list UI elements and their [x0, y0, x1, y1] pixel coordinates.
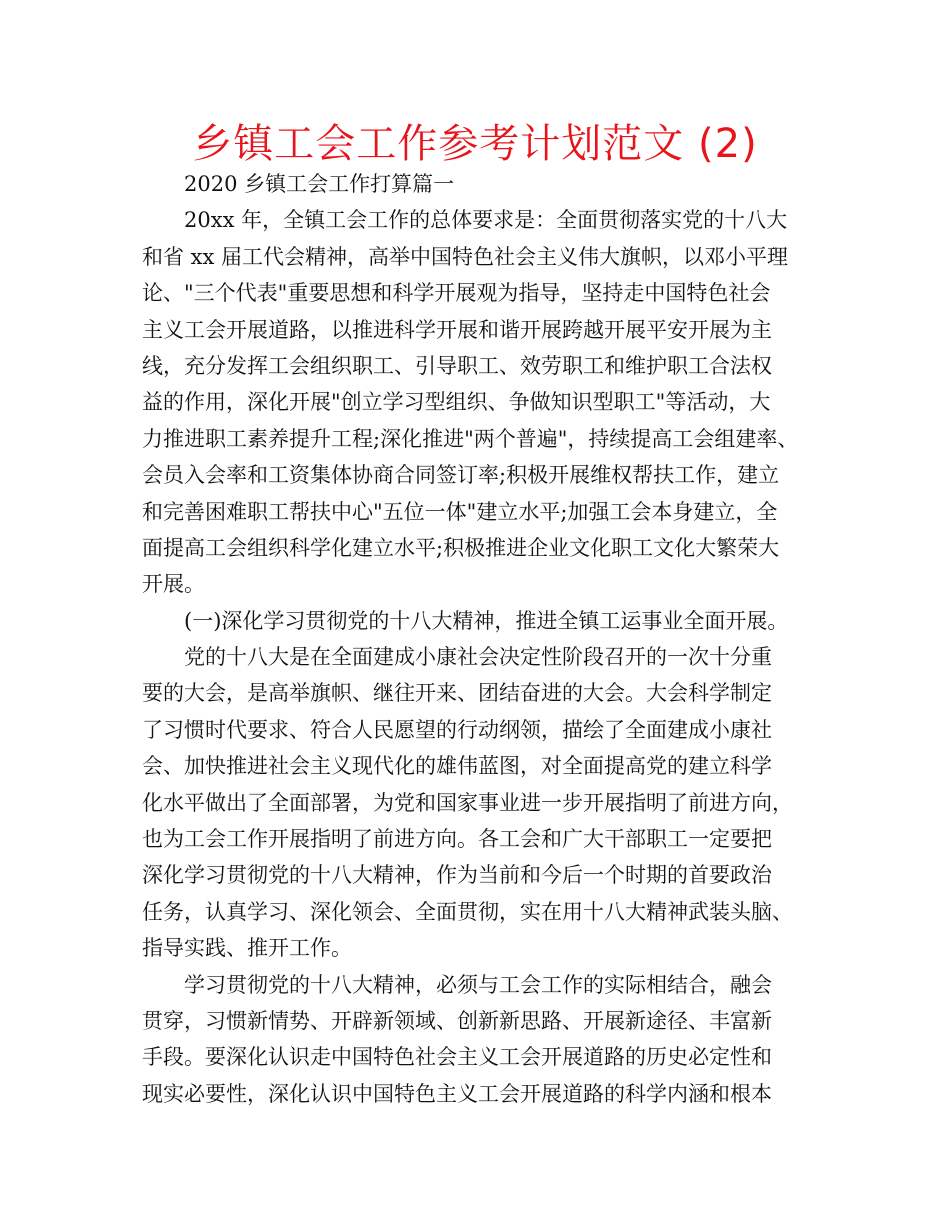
text-line: 了习惯时代要求、符合人民愿望的行动纲领，描绘了全面建成小康社 [142, 717, 772, 742]
text-line: 党的十八大是在全面建成小康社会决定性阶段召开的一次十分重 [184, 645, 772, 670]
text-line: 也为工会工作开展指明了前进方向。各工会和广大干部职工一定要把 [142, 827, 772, 852]
document-title: 乡镇工会工作参考计划范文 (2) [192, 121, 758, 167]
text-line: 益的作用，深化开展"创立学习型组织、争做知识型职工"等活动，大 [142, 390, 771, 415]
text-line: 开展。 [142, 572, 205, 597]
text-line: 和完善困难职工帮扶中心"五位一体"建立水平;加强工会本身建立，全 [142, 499, 778, 524]
text-line: 化水平做出了全面部署，为党和国家事业进一步开展指明了前进方向， [142, 790, 793, 815]
text-line: 2020 乡镇工会工作打算篇一 [184, 172, 455, 196]
text-line: 面提高工会组织科学化建立水平;积极推进企业文化职工文化大繁荣大 [142, 535, 780, 560]
text-line: 要的大会，是高举旗帜、继往开来、团结奋进的大会。大会科学制定 [142, 681, 772, 706]
text-line: 和省 xx 届工代会精神，高举中国特色社会主义伟大旗帜，以邓小平理 [142, 244, 789, 269]
text-line: 主义工会开展道路，以推进科学开展和谐开展跨越开展平安开展为主 [142, 317, 772, 342]
text-line: 深化学习贯彻党的十八大精神，作为当前和今后一个时期的首要政治 [142, 863, 772, 888]
text-line: 力推进职工素养提升工程;深化推进"两个普遍"，持续提高工会组建率、 [142, 426, 799, 451]
text-line: 手段。要深化认识走中国特色社会主义工会开展道路的历史必定性和 [142, 1045, 772, 1070]
text-line: 会、加快推进社会主义现代化的雄伟蓝图，对全面提高党的建立科学 [142, 754, 772, 779]
text-line: 任务，认真学习、深化领会、全面贯彻，实在用十八大精神武装头脑、 [142, 899, 793, 924]
text-line: 论、"三个代表"重要思想和科学开展观为指导，坚持走中国特色社会 [142, 281, 771, 306]
text-line: 会员入会率和工资集体协商合同签订率;积极开展维权帮扶工作，建立 [142, 463, 780, 488]
text-line: 指导实践、推开工作。 [142, 936, 352, 961]
text-line: (一)深化学习贯彻党的十八大精神，推进全镇工运事业全面开展。 [184, 608, 789, 633]
text-line: 学习贯彻党的十八大精神，必须与工会工作的实际相结合，融会 [184, 972, 772, 997]
text-line: 20xx 年，全镇工会工作的总体要求是：全面贯彻落实党的十八大 [184, 208, 788, 233]
text-line: 现实必要性，深化认识中国特色主义工会开展道路的科学内涵和根本 [142, 1081, 772, 1106]
text-line: 线，充分发挥工会组织职工、引导职工、效劳职工和维护职工合法权 [142, 353, 772, 378]
text-line: 贯穿，习惯新情势、开辟新领域、创新新思路、开展新途径、丰富新 [142, 1008, 772, 1033]
document-body [142, 166, 812, 1112]
